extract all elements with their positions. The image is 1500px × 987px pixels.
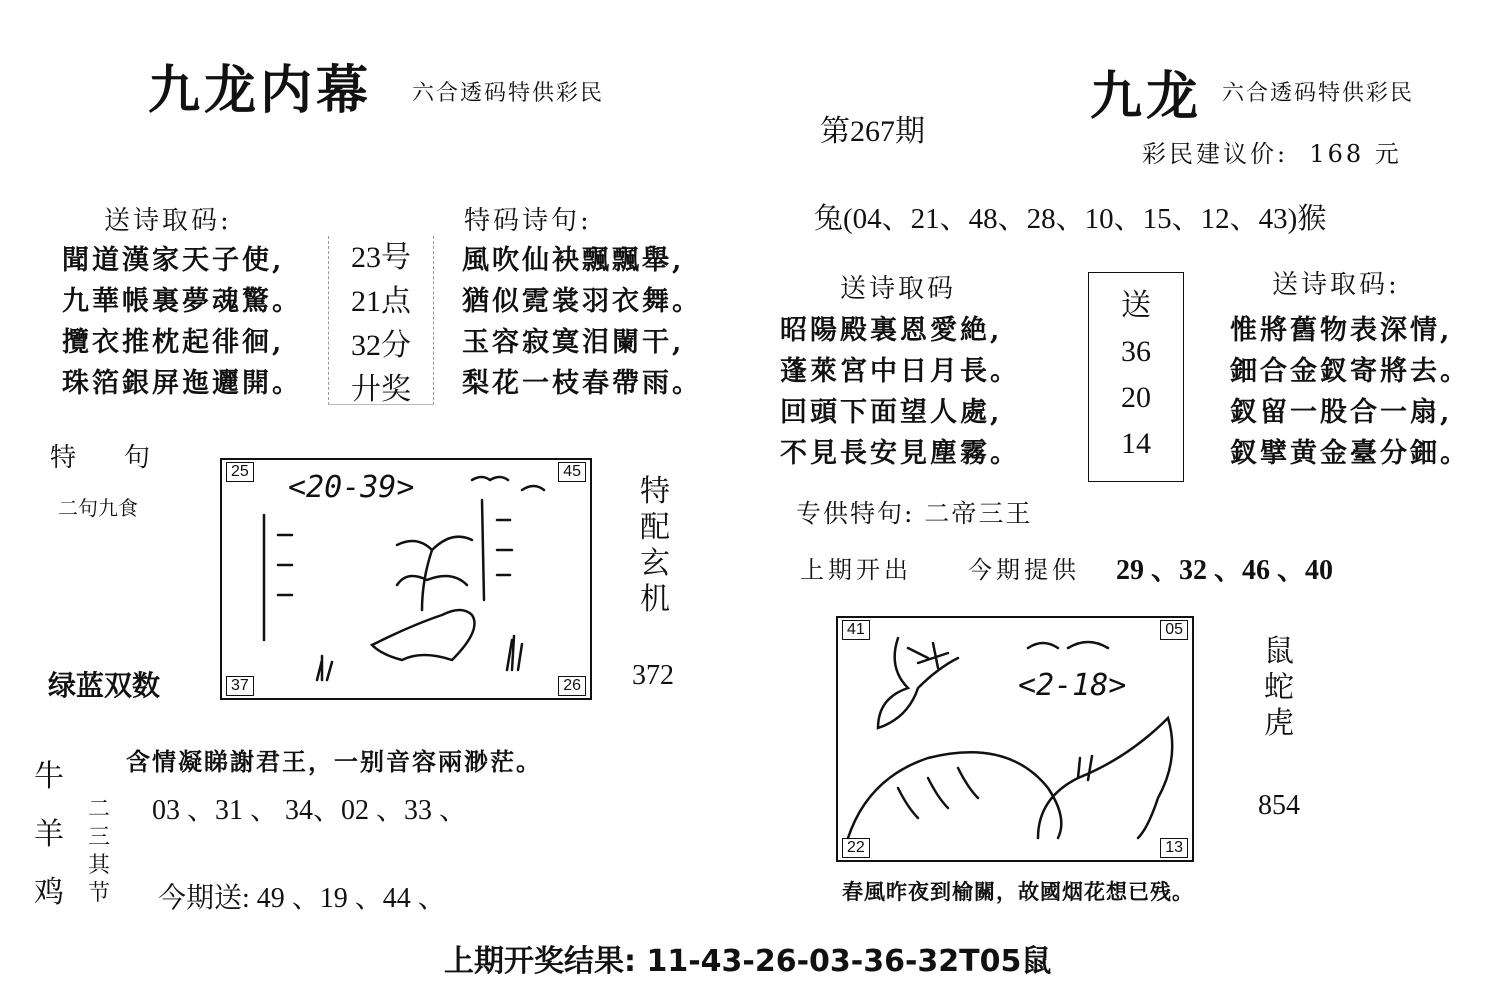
right-poem-heading-1: 送诗取码: [840, 274, 957, 304]
vertical-char: 特: [640, 474, 670, 509]
right-zodiac-line: 兔(04、21、48、28、10、15、12、43)猴: [814, 203, 1327, 235]
corner-number: 22: [842, 838, 870, 858]
vertical-char: 蛇: [1264, 670, 1294, 705]
box-line: 32分: [351, 329, 411, 362]
right-picture-frame: [836, 616, 1194, 862]
left-number: 372: [632, 660, 674, 691]
box-line: 14: [1121, 427, 1151, 460]
vertical-char: 机: [640, 582, 670, 617]
vertical-char: 玄: [640, 546, 670, 581]
right-special: 专供特句: 二帝三王: [796, 499, 1033, 528]
poem-line: 風吹仙袂飄飄舉,: [462, 245, 685, 276]
poem-line: 聞道漢家天子使,: [62, 245, 285, 276]
left-picture-frame: [220, 458, 592, 700]
left-numbers-line: 03 、31 、 34、02 、33 、: [152, 795, 468, 826]
right-poem-heading-2: 送诗取码:: [1272, 270, 1400, 300]
box-line: 20: [1121, 381, 1151, 414]
vertical-char: 牛: [34, 759, 64, 794]
corner-number: 25: [226, 462, 254, 482]
issue-number: 第267期: [820, 115, 925, 148]
vertical-char: 二: [87, 797, 110, 822]
left-poem-2: [462, 240, 702, 404]
right-sketch-drawing: [838, 618, 1192, 860]
poem-line: 回頭下面望人處,: [780, 397, 1003, 428]
vertical-char: 三: [87, 825, 110, 850]
poem-line: 珠箔銀屏迤邐開。: [62, 368, 302, 399]
left-poem-heading-1: 送诗取码:: [104, 206, 232, 236]
poem-line: 玉容寂寞泪闌干,: [462, 327, 685, 358]
corner-number: 45: [558, 462, 586, 482]
right-poem-1: [780, 310, 1020, 474]
box-line: 23号: [351, 241, 411, 274]
left-poem-1: [62, 240, 302, 404]
left-sketch-drawing: [222, 460, 590, 698]
left-title: 九龙内幕: [148, 60, 373, 121]
corner-number: 05: [1160, 620, 1188, 640]
right-poem-2: [1230, 310, 1470, 474]
right-subtitle: 六合透码特供彩民: [1222, 81, 1415, 106]
left-special-label: 特 句: [50, 443, 154, 473]
right-caption: 春風昨夜到榆關，故國烟花想已残。: [842, 879, 1194, 904]
poem-line: 釵留一股合一扇,: [1230, 397, 1453, 428]
left-side-vertical: [638, 474, 672, 618]
poem-line: 猶似霓裳羽衣舞。: [462, 286, 702, 317]
poem-line: 梨花一枝春帶雨。: [462, 368, 702, 399]
left-subtitle: 六合透码特供彩民: [412, 81, 605, 106]
box-line: 送: [1121, 289, 1151, 322]
left-special-text: 二句九食: [58, 496, 138, 520]
left-number-box: [328, 236, 434, 405]
vertical-char: 节: [87, 881, 110, 906]
left-poem-heading-2: 特码诗句:: [464, 206, 592, 236]
right-provide-label: 今期提供: [968, 556, 1080, 584]
left-color-label: 绿蓝双数: [48, 669, 161, 702]
handwritten-range: <20-39>: [288, 470, 415, 505]
vertical-char: 鼠: [1264, 634, 1294, 669]
vertical-char: 虎: [1264, 706, 1294, 741]
right-provide-numbers: 29 、32 、46 、40: [1116, 555, 1334, 586]
poem-line: 蓬萊宮中日月長。: [780, 356, 1020, 387]
vertical-char: 羊: [34, 817, 64, 852]
handwritten-range: <2-18>: [1018, 668, 1127, 703]
poem-line: 惟將舊物表深情,: [1230, 315, 1453, 346]
vertical-char: 其: [87, 853, 110, 878]
poem-line: 不見長安見塵霧。: [780, 438, 1020, 469]
box-line: 36: [1121, 335, 1151, 368]
vertical-char: 鸡: [34, 875, 64, 910]
corner-number: 13: [1160, 838, 1188, 858]
left-today-send: 今期送: 49 、19 、44 、: [158, 883, 446, 914]
poem-line: 攬衣推枕起徘徊,: [62, 327, 285, 358]
right-side-vertical: [1262, 634, 1296, 742]
corner-number: 26: [558, 676, 586, 696]
vertical-char: 配: [640, 510, 670, 545]
poem-line: 昭陽殿裏恩愛絶,: [780, 315, 1003, 346]
poem-line: 九華帳裏夢魂驚。: [62, 286, 302, 317]
left-verse: 含情凝睇謝君王，一别音容兩渺茫。: [126, 747, 542, 776]
right-number-box: [1088, 272, 1184, 482]
left-zodiac-vertical: [32, 748, 66, 922]
poem-line: 釵擘黄金臺分鈿。: [1230, 438, 1470, 469]
box-line: 廾奖: [351, 373, 411, 406]
poem-line: 鈿合金釵寄將去。: [1230, 356, 1470, 387]
right-number: 854: [1258, 790, 1300, 821]
corner-number: 37: [226, 676, 254, 696]
right-title: 九龙: [1090, 66, 1203, 127]
footer-result: 上期开奖结果: 11-43-26-03-36-32T05鼠: [444, 944, 1052, 979]
corner-number: 41: [842, 620, 870, 640]
left-small-vertical: [82, 796, 116, 908]
right-last-label: 上期开出: [800, 556, 912, 584]
box-line: 21点: [351, 285, 411, 318]
right-price: 彩民建议价: 168 元: [1142, 140, 1402, 168]
